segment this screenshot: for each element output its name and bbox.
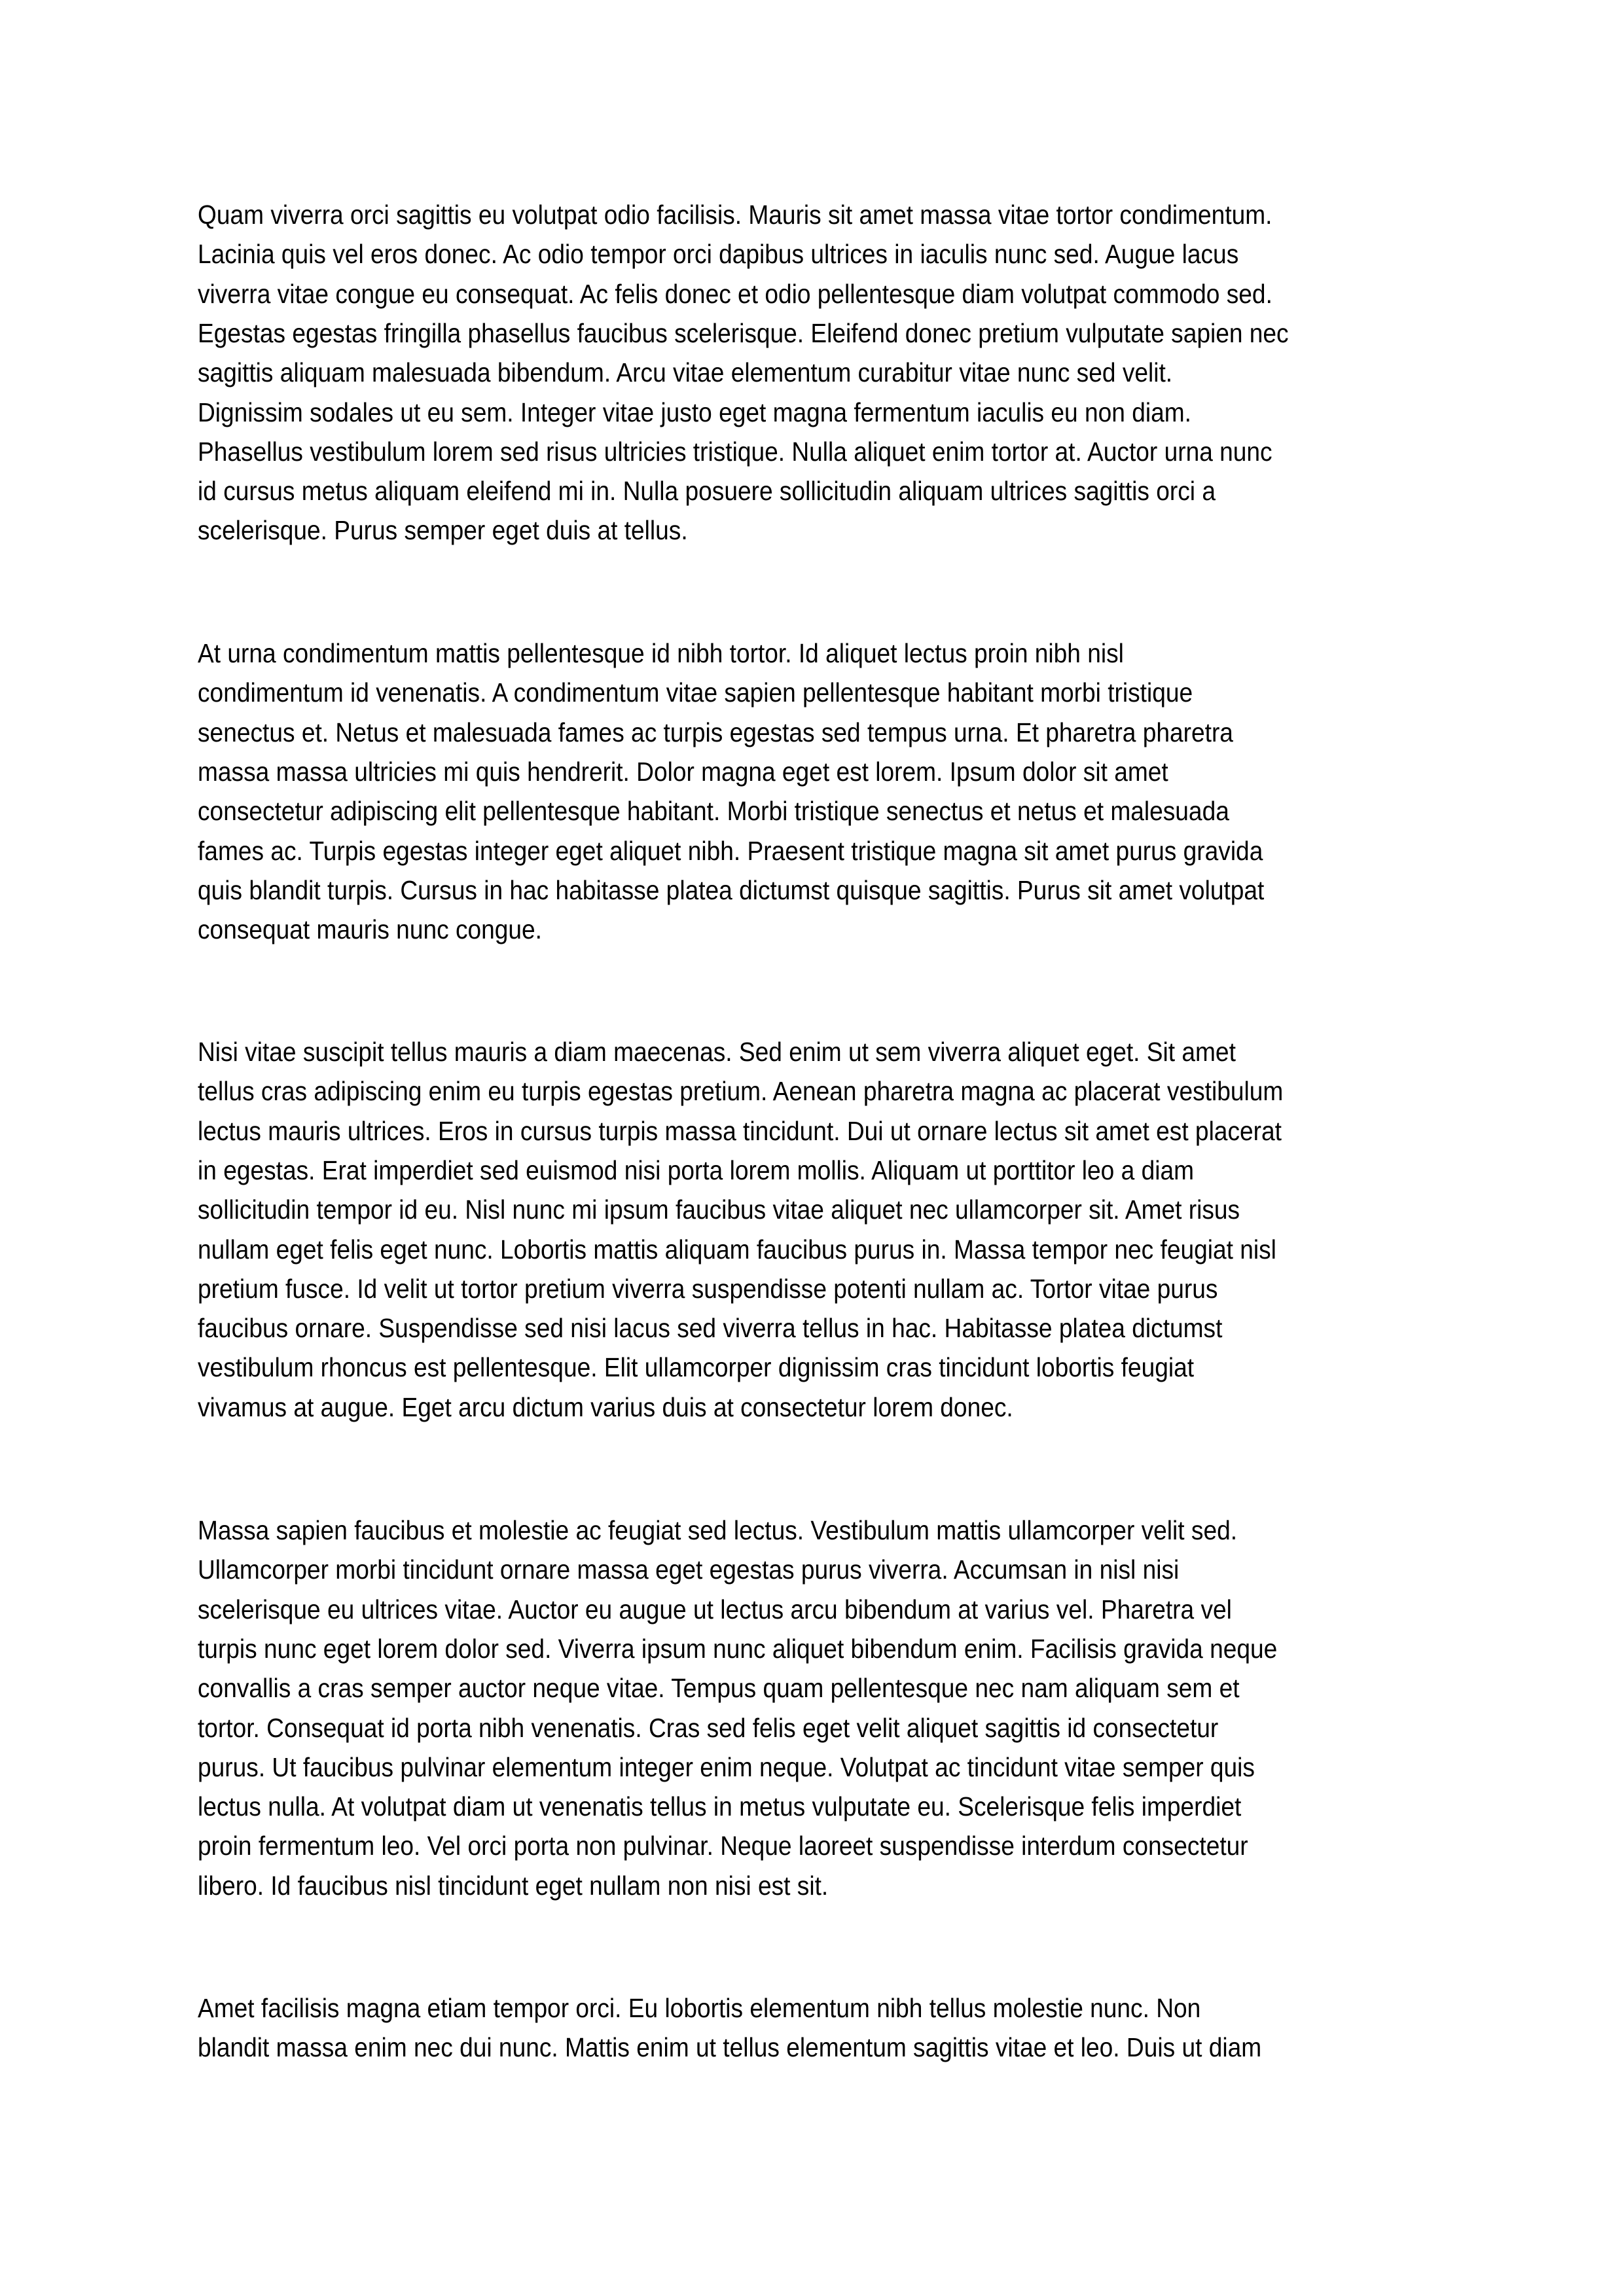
- text-line: consequat mauris nunc congue.: [198, 914, 543, 945]
- text-line: sagittis aliquam malesuada bibendum. Arcu vitae elementum curabitur vitae nunc sed velit.: [198, 357, 1173, 388]
- text-line: faucibus ornare. Suspendisse sed nisi lacus sed viverra tellus in hac. Habitasse platea dictumst: [198, 1313, 1223, 1344]
- text-line: lectus nulla. At volutpat diam ut venenatis tellus in metus vulputate eu. Scelerisque felis imperdiet: [198, 1791, 1242, 1822]
- text-line: scelerisque eu ultrices vitae. Auctor eu augue ut lectus arcu bibendum at varius vel. Pharetra vel: [198, 1594, 1232, 1624]
- text-line: Massa sapien faucibus et molestie ac feugiat sed lectus. Vestibulum mattis ullamcorper velit sed.: [198, 1515, 1238, 1545]
- text-line: nullam eget felis eget nunc. Lobortis mattis aliquam faucibus purus in. Massa tempor nec feugiat nisl: [198, 1234, 1276, 1265]
- text-line: sollicitudin tempor id eu. Nisl nunc mi ipsum faucibus vitae aliquet nec ullamcorper sit. Amet risus: [198, 1194, 1240, 1225]
- text-line: Quam viverra orci sagittis eu volutpat odio facilisis. Mauris sit amet massa vitae tortor condimentum.: [198, 200, 1272, 230]
- text-line: senectus et. Netus et malesuada fames ac turpis egestas sed tempus urna. Et pharetra pharetra: [198, 717, 1233, 747]
- text-line: Amet facilisis magna etiam tempor orci. Eu lobortis elementum nibh tellus molestie nunc. Non: [198, 1993, 1201, 2023]
- text-line: tellus cras adipiscing enim eu turpis egestas pretium. Aenean pharetra magna ac placerat vestibulum: [198, 1076, 1284, 1107]
- text-line: purus. Ut faucibus pulvinar elementum integer enim neque. Volutpat ac tincidunt vitae semper quis: [198, 1751, 1255, 1782]
- text-line: Ullamcorper morbi tincidunt ornare massa eget egestas purus viverra. Accumsan in nisl nisi: [198, 1554, 1180, 1585]
- text-line: vestibulum rhoncus est pellentesque. Elit ullamcorper dignissim cras tincidunt lobortis feugiat: [198, 1352, 1195, 1383]
- text-line: consectetur adipiscing elit pellentesque habitant. Morbi tristique senectus et netus et malesuada: [198, 796, 1229, 827]
- text-line: Egestas egestas fringilla phasellus faucibus scelerisque. Eleifend donec pretium vulputate sapien nec: [198, 317, 1289, 348]
- text-line: quis blandit turpis. Cursus in hac habitasse platea dictumst quisque sagittis. Purus sit amet volutpat: [198, 874, 1265, 905]
- text-line: in egestas. Erat imperdiet sed euismod nisi porta lorem mollis. Aliquam ut porttitor leo a diam: [198, 1155, 1194, 1185]
- text-line: id cursus metus aliquam eleifend mi in. Nulla posuere sollicitudin aliquam ultrices sagittis orci a: [198, 476, 1216, 507]
- text-line: convallis a cras semper auctor neque vitae. Tempus quam pellentesque nec nam aliquam sem et: [198, 1673, 1240, 1704]
- text-line: scelerisque. Purus semper eget duis at tellus.: [198, 515, 688, 546]
- text-line: turpis nunc eget lorem dolor sed. Viverra ipsum nunc aliquet bibendum enim. Facilisis gravida neque: [198, 1633, 1278, 1664]
- text-line: At urna condimentum mattis pellentesque id nibh tortor. Id aliquet lectus proin nibh nisl: [198, 638, 1124, 668]
- text-line: condimentum id venenatis. A condimentum vitae sapien pellentesque habitant morbi tristique: [198, 677, 1193, 708]
- text-line: tortor. Consequat id porta nibh venenatis. Cras sed felis eget velit aliquet sagittis id consectetur: [198, 1712, 1219, 1743]
- text-line: Lacinia quis vel eros donec. Ac odio tempor orci dapibus ultrices in iaculis nunc sed. Augue lacus: [198, 239, 1239, 270]
- text-line: viverra vitae congue eu consequat. Ac felis donec et odio pellentesque diam volutpat commodo sed.: [198, 278, 1272, 309]
- text-line: fames ac. Turpis egestas integer eget aliquet nibh. Praesent tristique magna sit amet purus gravida: [198, 835, 1263, 866]
- text-line: blandit massa enim nec dui nunc. Mattis enim ut tellus elementum sagittis vitae et leo. Duis ut diam: [198, 2032, 1262, 2063]
- text-line: Dignissim sodales ut eu sem. Integer vitae justo eget magna fermentum iaculis eu non diam.: [198, 397, 1191, 427]
- text-line: lectus mauris ultrices. Eros in cursus turpis massa tincidunt. Dui ut ornare lectus sit amet est placerat: [198, 1115, 1282, 1146]
- text-line: libero. Id faucibus nisl tincidunt eget nullam non nisi est sit.: [198, 1870, 829, 1901]
- text-line: massa massa ultricies mi quis hendrerit. Dolor magna eget est lorem. Ipsum dolor sit amet: [198, 756, 1168, 787]
- text-line: vivamus at augue. Eget arcu dictum varius duis at consectetur lorem donec.: [198, 1391, 1013, 1422]
- text-line: pretium fusce. Id velit ut tortor pretium viverra suspendisse potenti nullam ac. Tortor vitae purus: [198, 1273, 1218, 1304]
- text-line: proin fermentum leo. Vel orci porta non pulvinar. Neque laoreet suspendisse interdum consectetur: [198, 1831, 1248, 1861]
- text-line: Nisi vitae suscipit tellus mauris a diam maecenas. Sed enim ut sem viverra aliquet eget. Sit amet: [198, 1037, 1236, 1067]
- text-line: Phasellus vestibulum lorem sed risus ultricies tristique. Nulla aliquet enim tortor at. Auctor urna nunc: [198, 436, 1272, 467]
